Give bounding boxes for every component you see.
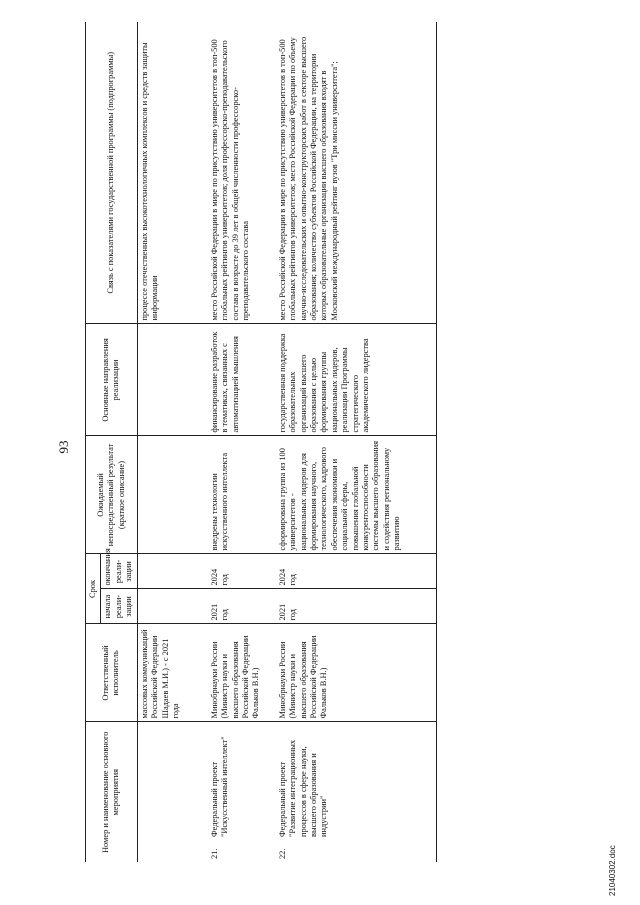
row-start: 2021 год [276, 589, 437, 624]
row-executor: Минобрнауки России (Министр науки и высшего образования Российской Федерации Фальков В.Н.) [208, 624, 276, 722]
row-executor: Минобрнауки России (Министр науки и высшего образования Российской Федерации Фальков В.Н.) [276, 624, 437, 722]
cont-end-cell [137, 554, 208, 589]
row-end: 2024 год [208, 554, 276, 589]
cont-directions-cell [137, 324, 208, 436]
header-term: Срок [86, 554, 101, 624]
header-link: Связь с показателями государственной программы (подпрограммы) [86, 22, 138, 324]
header-result: Ожидаемый непосредственный результат (краткое описание) [86, 436, 138, 554]
row-result: сформирована группа из 100 университетов - национальных лидеров для формирования научного, технологического, кадрового обеспечения экономики и социальной сферы, повышения глобальной конкурентоспособности системы высшего образования и содействия региональному развитию [276, 436, 437, 554]
table-row [276, 22, 437, 862]
row-directions: государственная поддержка образовательных организаций высшего образования с целью формирования группы национальных лидеров, реализации Программы стратегического академического лидерства [276, 324, 437, 436]
rotated-page [55, 12, 625, 896]
row-directions: финансирование разработок в тематиках, связанных с автоматизацией мышления [208, 324, 276, 436]
row-event-name: Федеральный проект "Искусственный интеллект" [209, 736, 230, 837]
cont-name-cell [137, 722, 208, 840]
cont-number-cell [137, 840, 208, 862]
header-executor: Ответственный исполнитель [86, 624, 138, 722]
row-number: 21. [209, 848, 219, 859]
row-end: 2024 год [276, 554, 437, 589]
cont-executor: массовых коммуникаций Российской Федерации Шадаев М.И.) - с 2021 года [137, 624, 208, 722]
program-events-table [85, 22, 437, 862]
document-id: 21040302.doc [608, 845, 617, 896]
cont-link: процессе отечественных высокотехнологичных комплексов и средств защиты информации [137, 22, 208, 324]
row-link: место Российской Федерации в мире по присутствию университетов в топ-500 глобальных рейтингов университетов; доля профессорско-преподавательского состава в возрасте до 39 лет в общей численности профессорско-преподавательского состава [208, 22, 276, 324]
row-event-name: Федеральный проект "Развитие интеграционных процессов в сфере науки, высшего образования и индустрии" [276, 722, 437, 840]
cont-result-cell [137, 436, 208, 554]
table-row [208, 22, 276, 862]
header-main-event: Номер и наименование основного мероприятия [86, 722, 138, 862]
continuation-row [137, 22, 208, 862]
row-result: внедрены технологии искусственного интеллекта [208, 436, 276, 554]
row-number: 22. [276, 840, 437, 862]
header-row [86, 22, 101, 862]
header-term-start: начала реали- зации [101, 589, 137, 624]
header-term-end: окончания реали- зации [101, 554, 137, 589]
page-number: 93 [56, 440, 71, 454]
header-directions: Основные направления реализации [86, 324, 138, 436]
row-link: место Российской Федерации в мире по присутствию университетов в топ-500 глобальных рейтингов университетов; место Российской Федерации по объему научно-исследовательских и опытно-конструкторских работ в секторе высшего образования; количество субъектов Российской Федерации, на территории которых образовательные организации высшего образования входят в Московский международный рейтинг вузов "Три миссии университета"; [276, 22, 437, 324]
row-start: 2021 год [208, 589, 276, 624]
cont-start-cell [137, 589, 208, 624]
